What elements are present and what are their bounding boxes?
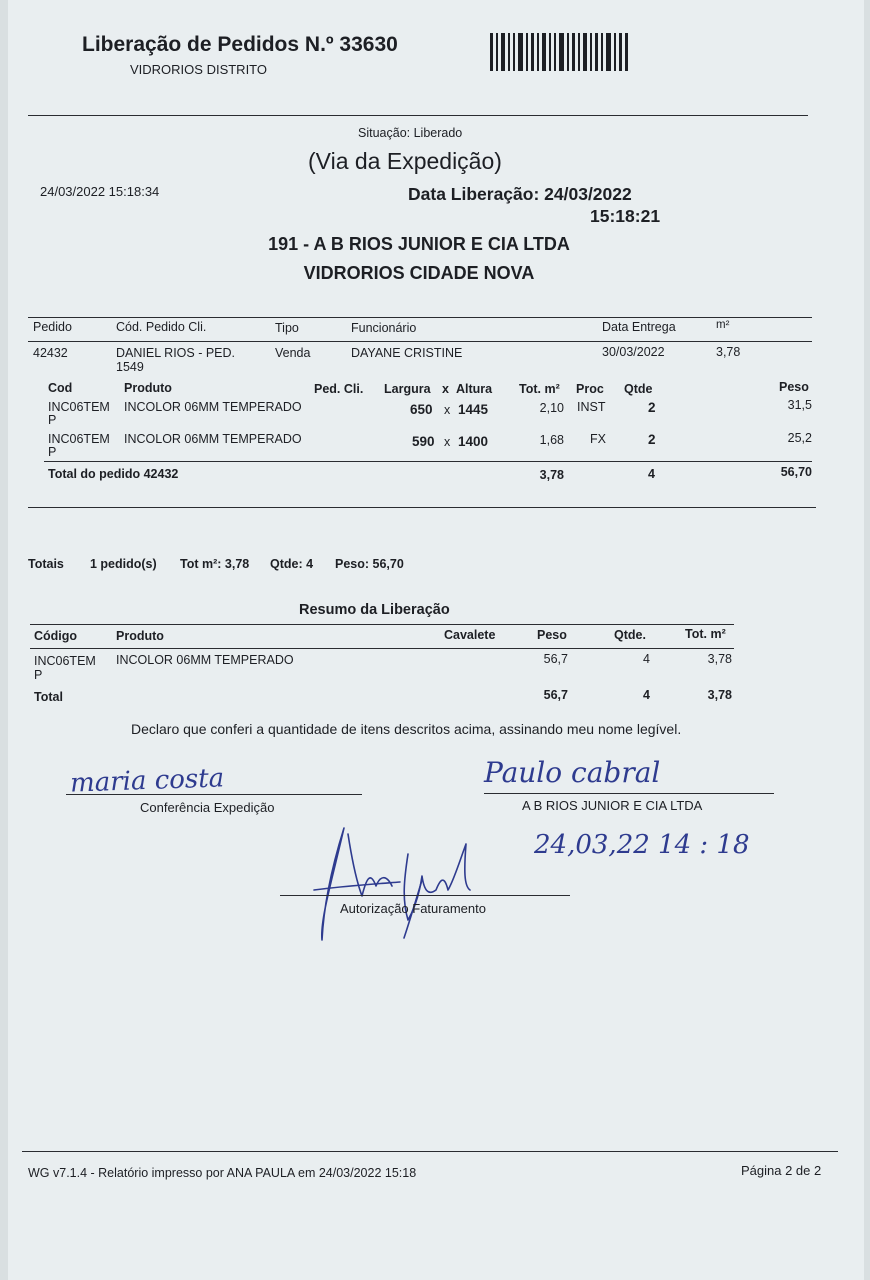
summary-header-tot-m2: Tot. m²: [685, 627, 726, 641]
item-produto: INCOLOR 06MM TEMPERADO: [124, 432, 302, 446]
summary-header-peso: Peso: [537, 628, 567, 642]
document-title: Liberação de Pedidos N.º 33630: [82, 33, 398, 56]
conferencia-label: Conferência Expedição: [140, 800, 275, 815]
summary-title: Resumo da Liberação: [299, 602, 450, 618]
item-x: x: [444, 403, 451, 417]
summary-codigo-1: INC06TEM: [34, 654, 96, 668]
handwritten-date: 24,03,22 14 : 18: [534, 830, 750, 860]
summary-codigo-2: P: [34, 668, 43, 682]
item-x: x: [444, 435, 451, 449]
item-produto: INCOLOR 06MM TEMPERADO: [124, 400, 302, 414]
order-table-bottom-rule: [28, 507, 816, 508]
summary-total-peso: 56,7: [543, 688, 568, 702]
company-name: VIDRORIOS DISTRITO: [130, 62, 267, 77]
item-peso: 25,2: [787, 431, 812, 445]
totals-label: Totais: [28, 557, 64, 571]
summary-total-label: Total: [34, 690, 63, 704]
item-proc: INST: [577, 400, 606, 414]
col-header-data-entrega: Data Entrega: [602, 320, 676, 334]
conferencia-signature-line: [66, 794, 362, 795]
item-tot-m2: 1,68: [539, 433, 564, 447]
release-time: 15:18:21: [590, 206, 661, 226]
client-signature: Paulo cabral: [484, 756, 661, 789]
col-header-tipo: Tipo: [275, 321, 299, 335]
via-label: (Via da Expedição): [308, 148, 502, 174]
item-header-produto: Produto: [124, 381, 172, 395]
autorizacao-signature-line: [280, 895, 570, 896]
totals-qtde: Qtde: 4: [270, 557, 314, 571]
header-divider: [28, 115, 808, 116]
summary-top-rule: [30, 624, 734, 625]
conferencia-signature: maria costa: [69, 763, 225, 799]
order-table-header-rule: [28, 341, 812, 342]
release-date: Data Liberação: 24/03/2022: [408, 184, 632, 204]
employee-name: DAYANE CRISTINE: [351, 346, 463, 360]
item-header-largura: Largura: [384, 382, 431, 396]
summary-header-codigo: Código: [34, 629, 78, 643]
client-signature-label: A B RIOS JUNIOR E CIA LTDA: [522, 798, 703, 813]
item-header-cod: Cod: [48, 381, 73, 395]
item-header-qtde: Qtde: [624, 382, 653, 396]
status-text: Situação: Liberado: [358, 126, 463, 140]
item-header-ped-cli: Ped. Cli.: [314, 382, 364, 396]
summary-qtde: 4: [643, 652, 650, 666]
autorizacao-signature-icon: [304, 820, 504, 950]
order-total-label: Total do pedido 42432: [48, 467, 179, 481]
item-header-tot-m2: Tot. m²: [519, 382, 560, 396]
order-total-rule: [44, 461, 812, 462]
item-cod-1: INC06TEM: [48, 400, 110, 414]
order-type: Venda: [275, 346, 311, 360]
summary-peso: 56,7: [543, 652, 568, 666]
order-total-m2: 3,78: [539, 468, 564, 482]
item-altura: 1445: [458, 402, 489, 417]
document-page: [8, 0, 864, 1280]
order-total-qtde: 4: [648, 467, 655, 481]
item-qtde: 2: [648, 400, 656, 415]
barcode-icon: [490, 33, 628, 71]
item-cod-2: P: [48, 445, 57, 459]
summary-header-produto: Produto: [116, 629, 164, 643]
printed-datetime: 24/03/2022 15:18:34: [40, 184, 160, 199]
summary-header-cavalete: Cavalete: [444, 628, 496, 642]
item-tot-m2: 2,10: [539, 401, 564, 415]
totals-orders: 1 pedido(s): [90, 557, 157, 571]
summary-produto: INCOLOR 06MM TEMPERADO: [116, 653, 294, 667]
item-proc: FX: [590, 432, 606, 446]
summary-header-rule: [30, 648, 734, 649]
totals-m2: Tot m²: 3,78: [180, 557, 250, 571]
client-order-code-2: 1549: [116, 360, 144, 374]
col-header-m2: m²: [716, 319, 730, 331]
col-header-cod-cli: Cód. Pedido Cli.: [116, 320, 207, 334]
declaration-text: Declaro que conferi a quantidade de itens descritos acima, assinando meu nome legível.: [131, 721, 682, 737]
delivery-date: 30/03/2022: [602, 345, 665, 359]
client-branch: VIDRORIOS CIDADE NOVA: [303, 263, 535, 283]
summary-total-qtde: 4: [643, 688, 650, 702]
summary-tot-m2: 3,78: [707, 652, 732, 666]
item-peso: 31,5: [787, 398, 812, 412]
item-header-x: x: [442, 382, 449, 396]
totals-peso: Peso: 56,70: [335, 557, 404, 571]
footer-divider: [22, 1151, 838, 1152]
item-qtde: 2: [648, 432, 656, 447]
item-altura: 1400: [458, 434, 489, 449]
item-header-proc: Proc: [576, 382, 604, 396]
col-header-pedido: Pedido: [33, 320, 72, 334]
summary-header-qtde: Qtde.: [614, 628, 646, 642]
order-number: 42432: [33, 346, 68, 360]
summary-total-tot-m2: 3,78: [707, 688, 732, 702]
client-signature-line: [484, 793, 774, 794]
item-largura: 590: [412, 434, 435, 449]
item-header-peso: Peso: [779, 380, 809, 394]
page-number: Página 2 de 2: [741, 1163, 822, 1178]
order-total-peso: 56,70: [780, 465, 812, 479]
autorizacao-label: Autorização Faturamento: [340, 901, 486, 916]
order-table-top-rule: [28, 317, 812, 318]
col-header-funcionario: Funcionário: [351, 321, 417, 335]
item-largura: 650: [410, 402, 433, 417]
order-m2: 3,78: [716, 345, 741, 359]
footer-print-info: WG v7.1.4 - Relatório impresso por ANA PAULA em 24/03/2022 15:18: [28, 1166, 417, 1180]
item-cod-1: INC06TEM: [48, 432, 110, 446]
item-cod-2: P: [48, 413, 57, 427]
item-header-altura: Altura: [456, 382, 493, 396]
client-name: 191 - A B RIOS JUNIOR E CIA LTDA: [268, 234, 570, 254]
client-order-code-1: DANIEL RIOS - PED.: [116, 346, 236, 360]
